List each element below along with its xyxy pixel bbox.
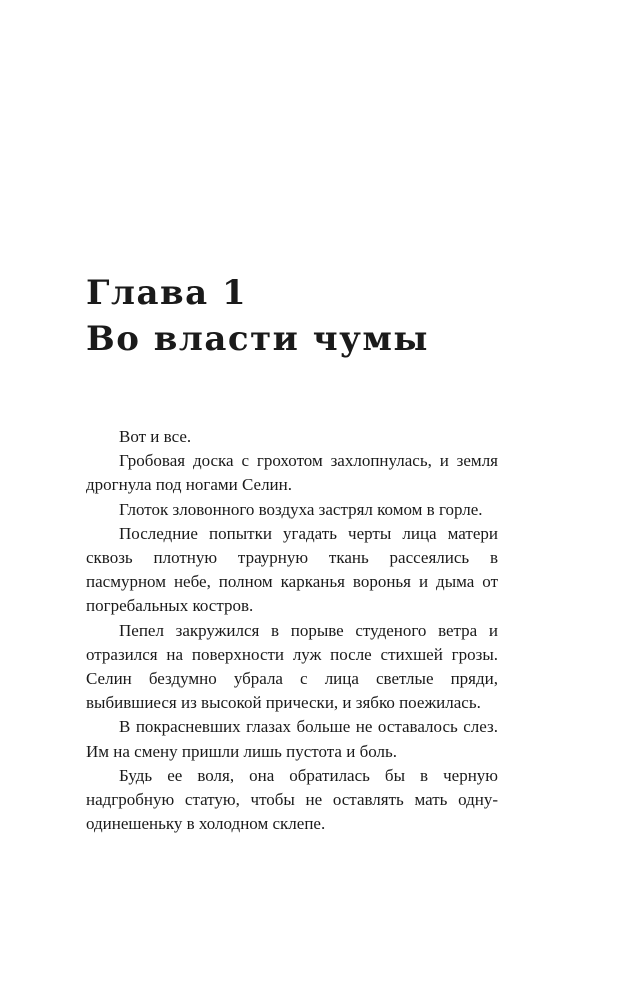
chapter-body-text	[86, 425, 498, 836]
paragraph: Пепел закружился в порыве студеного ветра и отразился на поверхности луж после стихшей грозы. Селин бездумно убрала с лица светлые пряди, выбившиеся из высокой прически, и зябко поежилась.	[86, 620, 498, 713]
paragraph: Гробовая доска с грохотом захлопнулась, и земля дрогнула под ногами Селин.	[86, 451, 498, 495]
chapter-title: Во власти чумы	[86, 319, 429, 359]
chapter-number: Глава 1	[86, 273, 248, 313]
chapter-heading	[86, 270, 546, 362]
paragraph: Будь ее воля, она обратилась бы в черную надгробную статую, чтобы не оставлять мать одну-одинешеньку в холодном склепе.	[86, 765, 498, 834]
paragraph: Последние попытки угадать черты лица матери сквозь плотную траурную ткань рассеялись в пасмурном небе, полном карканья воронья и дыма от погребальных костров.	[86, 523, 498, 616]
paragraph: Вот и все.	[119, 427, 192, 446]
paragraph: В покрасневших глазах больше не оставалось слез. Им на смену пришли лишь пустота и боль.	[86, 717, 498, 761]
paragraph: Глоток зловонного воздуха застрял комом в горле.	[119, 499, 483, 519]
